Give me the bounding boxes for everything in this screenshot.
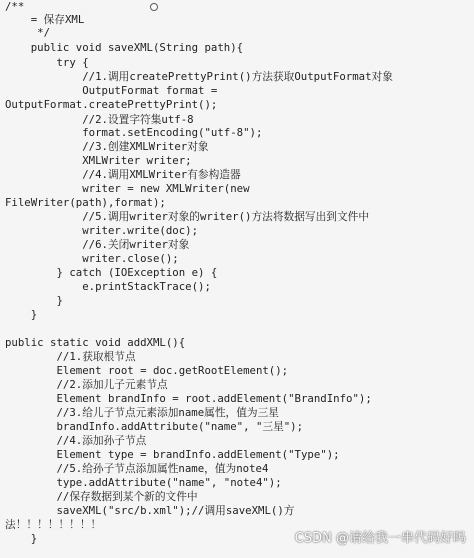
code-line-25: public static void addXML(){ (5, 336, 186, 349)
code-line-28: //2.添加儿子元素节点 (5, 378, 168, 391)
code-line-21: e.printStackTrace(); (5, 280, 211, 293)
code-line-16: //5.调用writer对象的writer()方法将数据写出到文件中 (5, 210, 370, 223)
code-line-27: Element root = doc.getRootElement(); (5, 364, 289, 377)
code-line-9: //2.设置字符集utf-8 (5, 113, 194, 126)
code-line-11: //3.创建XMLWriter对象 (5, 140, 209, 153)
code-line-2: = 保存XML (5, 13, 85, 26)
code-line-39: } (5, 532, 38, 545)
code-line-22: } (5, 294, 63, 307)
code-line-13: //4.调用XMLWriter有参构造器 (5, 168, 241, 181)
code-line-30: //3.给儿子节点元素添加name属性，值为三星 (5, 406, 279, 419)
code-line-12: XMLWriter writer; (5, 154, 192, 167)
watermark: CSDN @请给我一串代码好吗 (294, 531, 466, 546)
code-line-33: Element type = brandInfo.addElement("Type"); (5, 448, 340, 461)
code-line-37: saveXML("src/b.xml");//调用saveXML()方 (5, 504, 295, 517)
code-line-31: brandInfo.addAttribute("name", "三星"); (5, 420, 304, 433)
code-line-20: } catch (IOException e) { (5, 266, 218, 279)
code-line-10: format.setEncoding("utf-8"); (5, 126, 263, 139)
code-line-17: writer.write(doc); (5, 224, 199, 237)
code-line-7: OutputFormat format = (5, 84, 218, 97)
code-line-5: try { (5, 56, 89, 69)
code-line-32: //4.添加孙子节点 (5, 434, 147, 447)
code-line-38: 法！！！！！！！！ (5, 518, 102, 531)
code-line-3: */ (5, 26, 51, 39)
code-line-1: /** (5, 0, 25, 13)
code-line-15: FileWriter(path),format); (5, 196, 166, 209)
code-line-19: writer.close(); (5, 252, 179, 265)
code-line-14: writer = new XMLWriter(new (5, 182, 250, 195)
code-line-6: //1.调用createPrettyPrint()方法获取OutputFormat对象 (5, 70, 393, 83)
code-line-29: Element brandInfo = root.addElement("BrandInfo"); (5, 392, 372, 405)
code-line-8: OutputFormat.createPrettyPrint(); (5, 98, 218, 111)
code-line-23: } (5, 308, 38, 321)
code-line-26: //1.获取根节点 (5, 350, 136, 363)
code-line-35: type.addAttribute("name", "note4"); (5, 476, 282, 489)
code-line-34: //5.给孙子节点添加属性name，值为note4 (5, 462, 269, 475)
code-line-4: public void saveXML(String path){ (5, 41, 244, 54)
code-line-36: //保存数据到某个新的文件中 (5, 490, 198, 503)
code-line-18: //6.关闭writer对象 (5, 238, 190, 251)
